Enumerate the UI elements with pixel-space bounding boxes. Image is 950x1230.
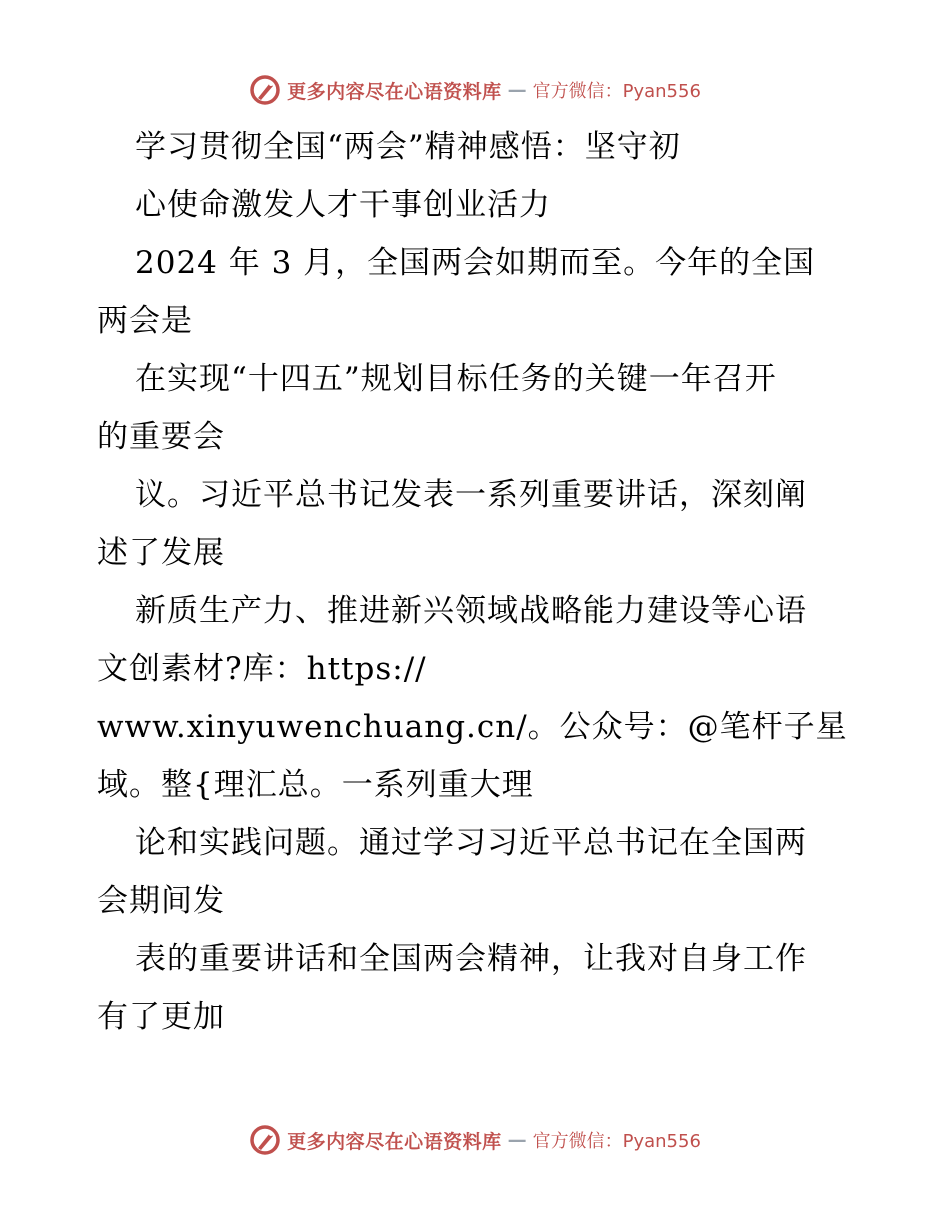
banner-site-text: 更多内容尽在心语资料库 — [287, 80, 502, 103]
pen-circle-logo-icon — [249, 74, 281, 106]
footer-watermark-banner — [0, 1120, 950, 1160]
paragraph-line: 议。习近平总书记发表一系列重要讲话，深刻阐 — [135, 477, 807, 513]
paragraph-line: 域。整{理汇总。一系列重大理 — [97, 767, 534, 803]
paragraph-line: 新质生产力、推进新兴领域战略能力建设等心语 — [135, 593, 807, 629]
banner-separator: — — [507, 79, 527, 101]
paragraph-line: 文创素材?库：https:// — [97, 651, 427, 687]
paragraph-line: 在实现“十四五”规划目标任务的关键一年召开 — [135, 361, 777, 397]
paragraph-line: 两会是 — [97, 303, 193, 339]
paragraph-line: 表的重要讲话和全国两会精神，让我对自身工作 — [135, 941, 807, 977]
banner-site-text: 更多内容尽在心语资料库 — [287, 1130, 502, 1153]
paragraph-line: 述了发展 — [97, 535, 225, 571]
banner-separator: — — [507, 1129, 527, 1151]
paragraph-line: 会期间发 — [97, 883, 225, 919]
paragraph-line: 的重要会 — [97, 419, 225, 455]
paragraph-line: 2024 年 3 月，全国两会如期而至。今年的全国 — [135, 245, 816, 281]
paragraph-line: www.xinyuwenchuang.cn/。公众号：@笔杆子星 — [97, 709, 848, 745]
banner-wechat-text: 官方微信：Pyan556 — [532, 81, 701, 102]
title-line-2: 心使命激发人才干事创业活力 — [135, 187, 551, 223]
title-line-1: 学习贯彻全国“两会”精神感悟：坚守初 — [135, 129, 681, 165]
header-watermark-banner — [0, 70, 950, 110]
document-body — [97, 118, 857, 1046]
paragraph-line: 有了更加 — [97, 999, 225, 1035]
paragraph-line: 论和实践问题。通过学习习近平总书记在全国两 — [135, 825, 807, 861]
banner-wechat-text: 官方微信：Pyan556 — [532, 1131, 701, 1152]
pen-circle-logo-icon — [249, 1124, 281, 1156]
